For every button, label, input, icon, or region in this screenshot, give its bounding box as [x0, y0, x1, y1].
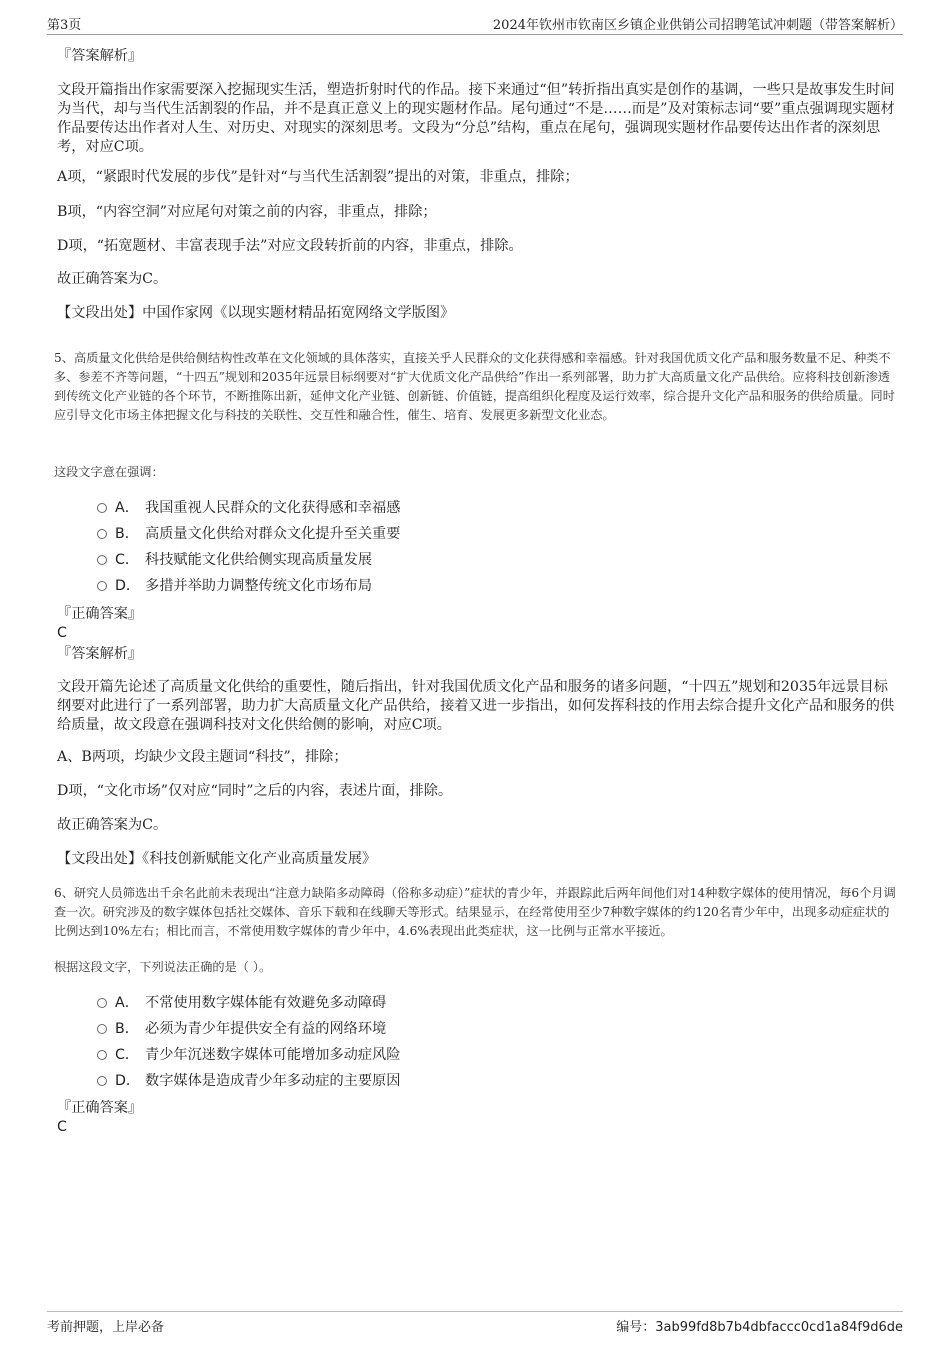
- q5-conclusion: 故正确答案为C。: [57, 817, 168, 833]
- option-letter: C．: [115, 552, 140, 568]
- q4-option-d-analysis: D项，“拓宽题材、丰富表现手法”对应文段转折前的内容，非重点，排除。: [57, 238, 523, 254]
- q5-option-c[interactable]: [97, 551, 372, 570]
- q5-analysis-paragraph: 文段开篇先论述了高质量文化供给的重要性，随后指出，针对我国优质文化产品和服务的诸多问题，“十四五”规划和2035年远景目标纲要对此进行了一系列部署，助力扩大高质量文化产品供给，接着又进一步指出，如何发挥科技的作用去综合提升文化产品和服务的供给质量，故文段意在强调科技对文化供给侧的影响，对应C项。: [57, 679, 895, 733]
- q6-stem: 6、研究人员筛选出千余名此前未表现出“注意力缺陷多动障碍（俗称多动症）”症状的青少年，并跟踪此后两年间他们对14种数字媒体的使用情况，每6个月调查一次。研究涉及的数字媒体包括社交媒体、音乐下载和在线聊天等形式。结果显示，在经常使用至少7种数字媒体的约120名青少年中，出现多动症症状的比例达到10%左右；相比而言，不常使用数字媒体的青少年中，4.6%表现出此类症状，这一比例与正常水平接近。: [54, 886, 896, 938]
- q5-analysis-label: 『答案解析』: [57, 646, 143, 662]
- option-letter: D．: [115, 1073, 141, 1089]
- q6-option-c[interactable]: [97, 1046, 400, 1065]
- q6-question: 根据这段文字，下列说法正确的是（ ）。: [54, 960, 272, 974]
- q6-option-a[interactable]: [97, 994, 386, 1013]
- radio-icon[interactable]: [97, 1024, 107, 1034]
- radio-icon[interactable]: [97, 581, 107, 591]
- document-id: 编号：3ab99fd8b7b4dbfaccc0cd1a84f9d6de: [616, 1320, 903, 1335]
- q5-stem: 5、高质量文化供给是供给侧结构性改革在文化领域的具体落实，直接关乎人民群众的文化获得感和幸福感。针对我国优质文化产品和服务数量不足、种类不多、参差不齐等问题，“十四五”规划和2035年远景目标纲要对“扩大优质文化产品供给”作出一系列部署，助力扩大高质量文化产品供给。应将科技创新渗透到传统文化产业链的各个环节，不断推陈出新，延伸文化产业链、创新链、价值链，提高组织化程度及运行效率，综合提升文化产品和服务的供给质量。同时应引导文化市场主体把握文化与科技的关联性、交互性和融合性，催生、培育、发展更多新型文化业态。: [54, 351, 895, 422]
- option-text: 我国重视人民群众的文化获得感和幸福感: [145, 500, 401, 516]
- option-text: 必须为青少年提供安全有益的网络环境: [145, 1021, 387, 1037]
- option-text: 不常使用数字媒体能有效避免多动障碍: [145, 995, 387, 1011]
- option-text: 数字媒体是造成青少年多动症的主要原因: [145, 1073, 401, 1089]
- page-footer: [47, 1311, 903, 1336]
- q4-analysis-paragraph: 文段开篇指出作家需要深入挖掘现实生活，塑造折射时代的作品。接下来通过“但”转折指出真实是创作的基调，一些只是故事发生时间为当代，却与当代生活割裂的作品，并不是真正意义上的现实题材作品。尾句通过“不是……而是”及对策标志词“要”重点强调现实题材作品要传达出作者对人生、对历史、对现实的深刻思考。文段为“分总”结构，重点在尾句，强调现实题材作品要传达出作者的深刻思考，对应C项。: [57, 82, 895, 155]
- radio-icon[interactable]: [97, 529, 107, 539]
- q5-answer: C: [57, 625, 67, 641]
- q5-option-b[interactable]: [97, 525, 400, 544]
- q4-conclusion: 故正确答案为C。: [57, 271, 168, 287]
- q6-option-b[interactable]: [97, 1020, 386, 1039]
- radio-icon[interactable]: [97, 1050, 107, 1060]
- q6-answer-label: 『正确答案』: [57, 1100, 143, 1116]
- option-text: 多措并举助力调整传统文化市场布局: [145, 578, 373, 594]
- q6-option-d[interactable]: [97, 1072, 400, 1091]
- q4-analysis-label: 『答案解析』: [57, 48, 143, 64]
- page-number: 第3页: [47, 18, 82, 33]
- option-text: 高质量文化供给对群众文化提升至关重要: [145, 526, 401, 542]
- option-text: 青少年沉迷数字媒体可能增加多动症风险: [145, 1047, 401, 1063]
- option-text: 科技赋能文化供给侧实现高质量发展: [145, 552, 373, 568]
- option-letter: C．: [115, 1047, 140, 1063]
- document-title: 2024年钦州市钦南区乡镇企业供销公司招聘笔试冲刺题（带答案解析）: [492, 18, 903, 33]
- radio-icon[interactable]: [97, 555, 107, 565]
- q4-option-b-analysis: B项，“内容空洞”对应尾句对策之前的内容，非重点，排除；: [57, 204, 437, 220]
- q5-option-d-analysis: D项，“文化市场”仅对应“同时”之后的内容，表述片面，排除。: [57, 783, 453, 799]
- option-letter: A．: [115, 995, 139, 1011]
- option-letter: B．: [115, 526, 139, 542]
- q5-option-d[interactable]: [97, 577, 372, 596]
- q5-answer-label: 『正确答案』: [57, 606, 143, 622]
- option-letter: D．: [115, 578, 141, 594]
- q5-question: 这段文字意在强调：: [54, 465, 164, 479]
- q4-source: 【文段出处】中国作家网《以现实题材精品拓宽网络文学版图》: [57, 305, 455, 321]
- q5-source: 【文段出处】《科技创新赋能文化产业高质量发展》: [57, 851, 377, 867]
- radio-icon[interactable]: [97, 998, 107, 1008]
- footer-slogan: 考前押题，上岸必备: [47, 1320, 165, 1335]
- q6-answer: C: [57, 1119, 67, 1135]
- radio-icon[interactable]: [97, 1076, 107, 1086]
- q4-option-a-analysis: A项，“紧跟时代发展的步伐”是针对“与当代生活割裂”提出的对策，非重点，排除；: [57, 169, 579, 185]
- page-header: [47, 14, 903, 35]
- radio-icon[interactable]: [97, 503, 107, 513]
- option-letter: A．: [115, 500, 139, 516]
- option-letter: B．: [115, 1021, 139, 1037]
- q5-option-ab-analysis: A、B两项，均缺少文段主题词“科技”，排除；: [57, 749, 348, 765]
- q5-option-a[interactable]: [97, 499, 400, 518]
